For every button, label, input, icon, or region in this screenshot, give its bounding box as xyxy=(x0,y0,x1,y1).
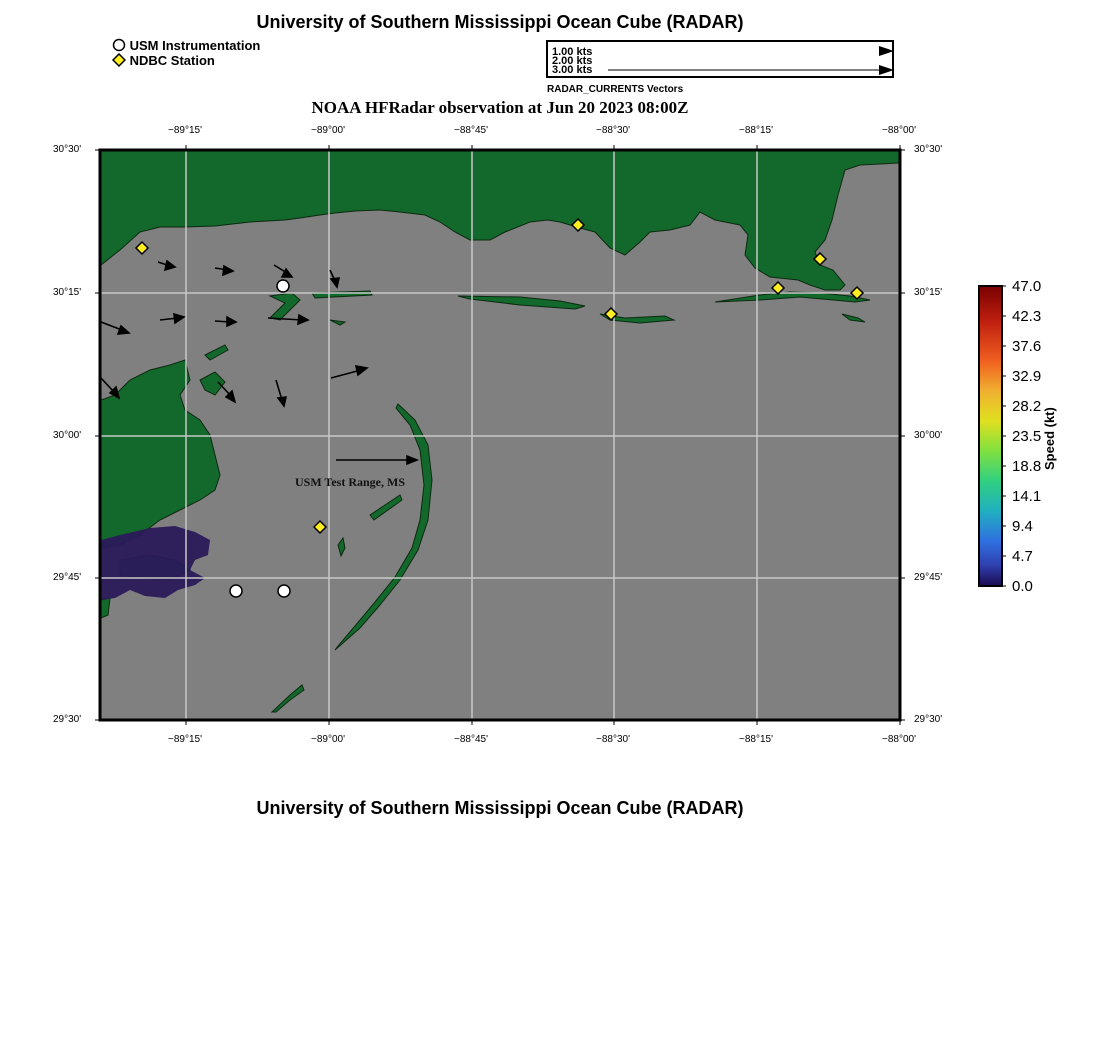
x-tick-top: −88°45' xyxy=(454,125,488,136)
legend-ndbc-label: NDBC Station xyxy=(129,53,215,68)
x-tick-bottom: −88°30' xyxy=(596,734,630,745)
colorbar-fill xyxy=(979,286,1002,586)
bottom-title: University of Southern Mississippi Ocean Cube (RADAR) xyxy=(256,798,744,818)
page-title: University of Southern Mississippi Ocean Cube (RADAR) xyxy=(256,12,744,32)
y-tick-left: 30°00' xyxy=(53,430,82,441)
y-tick-right: 30°00' xyxy=(914,430,943,441)
y-tick-right: 29°45' xyxy=(914,572,943,583)
vector-key-caption: RADAR_CURRENTS Vectors xyxy=(547,84,684,95)
x-tick-top: −89°15' xyxy=(168,125,202,136)
x-tick-top: −88°00' xyxy=(882,125,916,136)
vector-key-label-1: 1.00 kts xyxy=(552,46,593,58)
colorbar-label: 14.1 xyxy=(1012,488,1042,505)
speed-colorbar xyxy=(976,284,1006,588)
colorbar-label: 28.2 xyxy=(1012,398,1042,415)
usm-instrument-marker xyxy=(277,280,289,292)
colorbar-label: 37.6 xyxy=(1012,338,1042,355)
x-tick-bottom: −88°00' xyxy=(882,734,916,745)
colorbar-label: 9.4 xyxy=(1012,518,1033,535)
x-tick-bottom: −88°15' xyxy=(739,734,773,745)
x-tick-top: −89°00' xyxy=(311,125,345,136)
colorbar-label: 23.5 xyxy=(1012,428,1042,445)
usm-instrument-marker xyxy=(278,585,290,597)
test-range-label: USM Test Range, MS xyxy=(294,475,406,489)
x-tick-bottom: −89°00' xyxy=(311,734,345,745)
colorbar-label: 4.7 xyxy=(1012,548,1033,565)
colorbar-label: 0.0 xyxy=(1012,578,1033,595)
x-tick-top: −88°30' xyxy=(596,125,630,136)
y-tick-right: 29°30' xyxy=(914,714,943,725)
colorbar-title: Speed (kt) xyxy=(1042,407,1057,470)
y-tick-left: 29°45' xyxy=(53,572,82,583)
x-tick-top: −88°15' xyxy=(739,125,773,136)
colorbar-label: 42.3 xyxy=(1012,308,1042,325)
colorbar-label: 18.8 xyxy=(1012,458,1042,475)
y-tick-right: 30°15' xyxy=(914,287,943,298)
y-tick-left: 30°15' xyxy=(53,287,82,298)
map-subtitle: NOAA HFRadar observation at Jun 20 2023 08:00Z xyxy=(311,98,689,117)
colorbar-label: 47.0 xyxy=(1012,278,1042,295)
y-tick-left: 30°30' xyxy=(53,144,82,155)
vector-key-label-2: 2.00 kts xyxy=(552,55,593,67)
y-tick-right: 30°30' xyxy=(914,144,943,155)
vector-key-label-3: 3.00 kts xyxy=(552,64,593,76)
x-tick-bottom: −89°15' xyxy=(168,734,202,745)
colorbar-label: 32.9 xyxy=(1012,368,1042,385)
usm-instrument-marker xyxy=(230,585,242,597)
x-tick-bottom: −88°45' xyxy=(454,734,488,745)
legend-usm-label: USM Instrumentation xyxy=(129,38,261,53)
y-tick-left: 29°30' xyxy=(53,714,82,725)
